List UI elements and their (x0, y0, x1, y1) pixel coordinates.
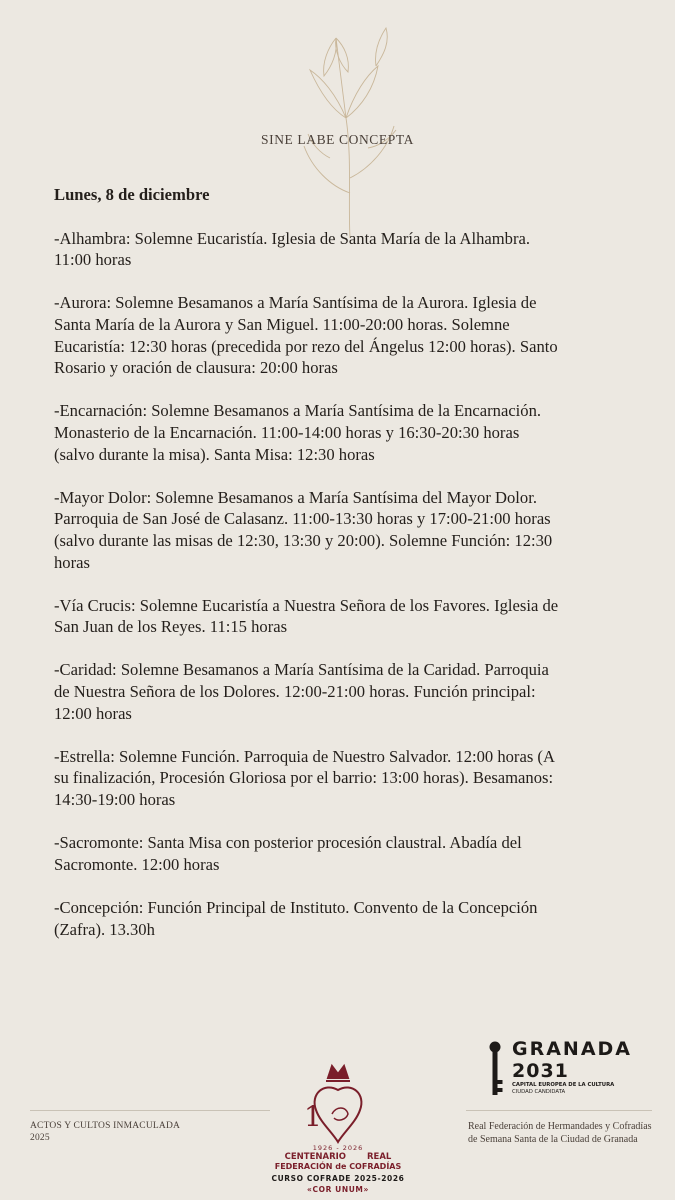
federation-name: Real Federación de Hermandades y Cofradías de Semana Santa de la Ciudad de Granada (468, 1121, 652, 1145)
granada-logo-subtitle: CAPITAL EUROPEA DE LA CULTURA (512, 1082, 615, 1088)
emblem-motto: «COR UNUM» (307, 1185, 369, 1194)
event-entry-alhambra: -Alhambra: Solemne Eucaristía. Iglesia de Santa María de la Alhambra. 11:00 horas (54, 228, 530, 270)
footer-divider-right (466, 1110, 652, 1111)
granada-2031-logo (484, 1038, 633, 1096)
emblem-years: 1926 - 2026 (312, 1144, 364, 1152)
centenary-emblem (268, 1062, 408, 1200)
events-list (54, 184, 559, 962)
footer-divider-left (30, 1110, 270, 1111)
footer-caption-line2: 2025 (30, 1133, 50, 1143)
granada-logo-word: GRANADA (512, 1038, 633, 1060)
svg-text:1: 1 (304, 1100, 322, 1133)
granada-logo-year: 2031 (512, 1060, 569, 1082)
page-heading: SINE LABE CONCEPTA (261, 132, 414, 147)
crown-heart-emblem-icon (304, 1062, 368, 1144)
footer-caption-line1: ACTOS Y CULTOS INMACULADA (30, 1121, 181, 1131)
event-entry-caridad: -Caridad: Solemne Besamanos a María Santísima de la Caridad. Parroquia de Nuestra Señora de los Dolores. 12:00-21:00 horas. Función principal: 12:00 horas (54, 660, 549, 723)
key-icon (484, 1040, 506, 1096)
emblem-curso: CURSO COFRADE 2025-2026 (271, 1174, 405, 1183)
event-entry-sacromonte: -Sacromonte: Santa Misa con posterior procesión claustral. Abadía del Sacromonte. 12:00 horas (54, 833, 522, 874)
granada-logo-candidate: CIUDAD CANDIDATA (512, 1089, 566, 1095)
emblem-centenario (268, 1152, 408, 1162)
event-entry-encarnacion: -Encarnación: Solemne Besamanos a María Santísima de la Encarnación. Monasterio de la Encarnación. 11:00-14:00 horas y 16:30-20:30 horas (salvo durante la misa). Santa Misa: 12:30 horas (54, 401, 542, 464)
emblem-federacion: FEDERACIÓN de COFRADÍAS (274, 1162, 402, 1171)
event-entry-via-crucis: -Vía Crucis: Solemne Eucaristía a Nuestra Señora de los Favores. Iglesia de San Juan de los Reyes. 11:15 horas (54, 595, 559, 637)
event-date: Lunes, 8 de diciembre (54, 185, 210, 204)
event-entry-aurora: -Aurora: Solemne Besamanos a María Santísima de la Aurora. Iglesia de Santa María de la Aurora y San Miguel. 11:00-20:00 horas. Solemne Eucaristía: 12:30 horas (precedida por rezo del Ángelus 12:00 horas). Santo Rosario y oración de clausura: 20:00 horas (54, 293, 558, 378)
event-entry-concepcion: -Concepción: Función Principal de Instituto. Convento de la Concepción (Zafra). 13.30h (54, 898, 538, 939)
event-entry-mayor-dolor: -Mayor Dolor: Solemne Besamanos a María Santísima del Mayor Dolor. Parroquia de San José de Calasanz. 11:00-13:30 horas y 17:00-21:00 horas (salvo durante las misas de 12:30, 13:30 y 20:00). Solemne Función: 12:30 horas (54, 487, 553, 572)
event-entry-estrella: -Estrella: Solemne Función. Parroquia de Nuestro Salvador. 12:00 horas (A su finalización, Procesión Gloriosa por el barrio: 13:00 horas). Besamanos: 14:30-19:00 horas (54, 746, 555, 810)
emblem-centenario-label: CENTENARIO (284, 1152, 347, 1162)
emblem-real-label: REAL (367, 1152, 392, 1162)
footer-caption (30, 1120, 230, 1144)
